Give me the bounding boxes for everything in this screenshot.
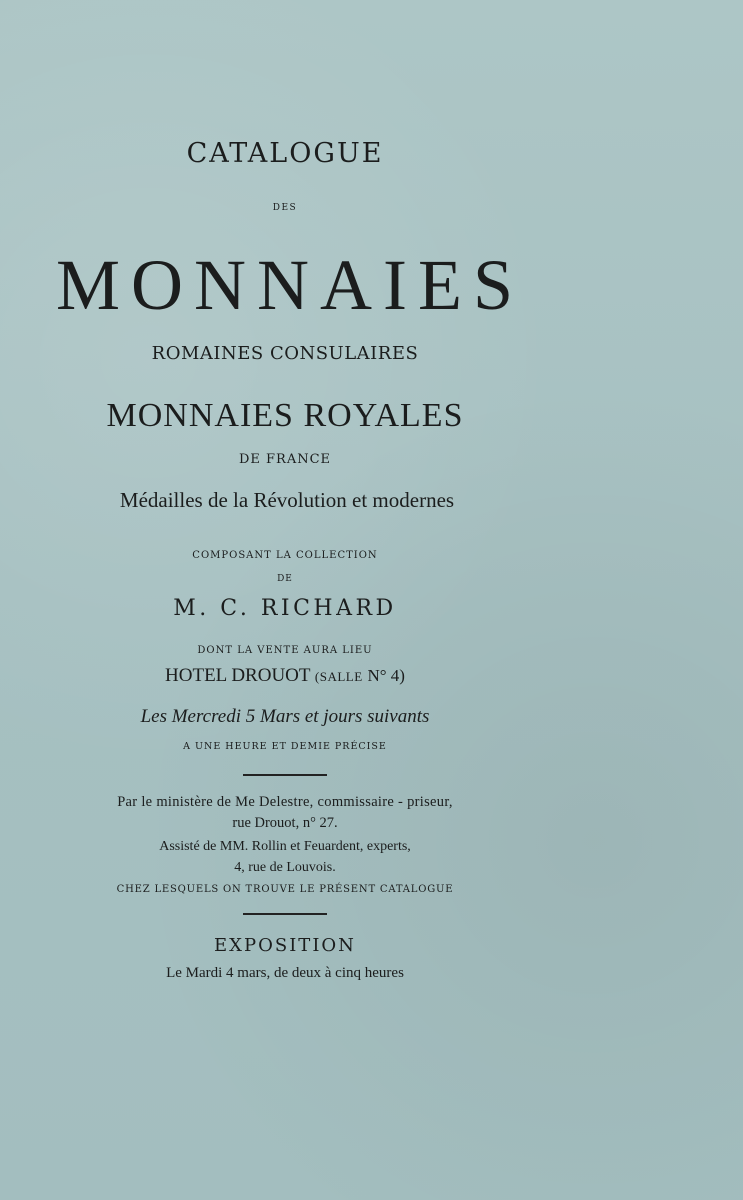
cover-venue [0, 665, 570, 687]
divider-rule [243, 913, 327, 915]
cover-dont-la-vente: DONT LA VENTE AURA LIEU [197, 645, 373, 656]
venue-salle: (SALLE [314, 669, 363, 684]
cover-sale-date: Les Mercredi 5 Mars et jours suivants [140, 706, 430, 727]
cover-medailles: Médailles de la Révolution et modernes [119, 488, 455, 512]
cover-de-france: DE FRANCE [238, 452, 332, 467]
cover-collector-name: M. C. RICHARD [173, 596, 397, 621]
cover-auctioneer: Par le ministère de Me Delestre, commissaire - priseur, [117, 794, 453, 810]
venue-name: HOTEL DROUOT [165, 665, 311, 686]
cover-experts: Assisté de MM. Rollin et Feuardent, experts, [159, 839, 411, 854]
cover-des: DES [272, 203, 298, 213]
cover-sale-time: A UNE HEURE ET DEMIE PRÉCISE [183, 741, 387, 752]
venue-salle-number: N° 4) [367, 666, 405, 685]
cover-exposition-date: Le Mardi 4 mars, de deux à cinq heures [166, 965, 404, 981]
cover-catalogue-availability: CHEZ LESQUELS ON TROUVE LE PRÉSENT CATALOGUE [116, 884, 454, 895]
cover-title: MONNAIES [55, 245, 524, 325]
cover-heading: CATALOGUE [186, 138, 384, 169]
cover-subtitle-royales: MONNAIES ROYALES [106, 397, 464, 434]
cover-auctioneer-address: rue Drouot, n° 27. [232, 815, 338, 831]
cover-composant: COMPOSANT LA COLLECTION [192, 550, 378, 561]
cover-experts-address: 4, rue de Louvois. [234, 860, 336, 875]
cover-subtitle-romaines: ROMAINES CONSULAIRES [151, 343, 419, 364]
divider-rule [243, 774, 327, 776]
cover-de: DE [277, 574, 293, 584]
cover-exposition-heading: EXPOSITION [214, 935, 356, 956]
